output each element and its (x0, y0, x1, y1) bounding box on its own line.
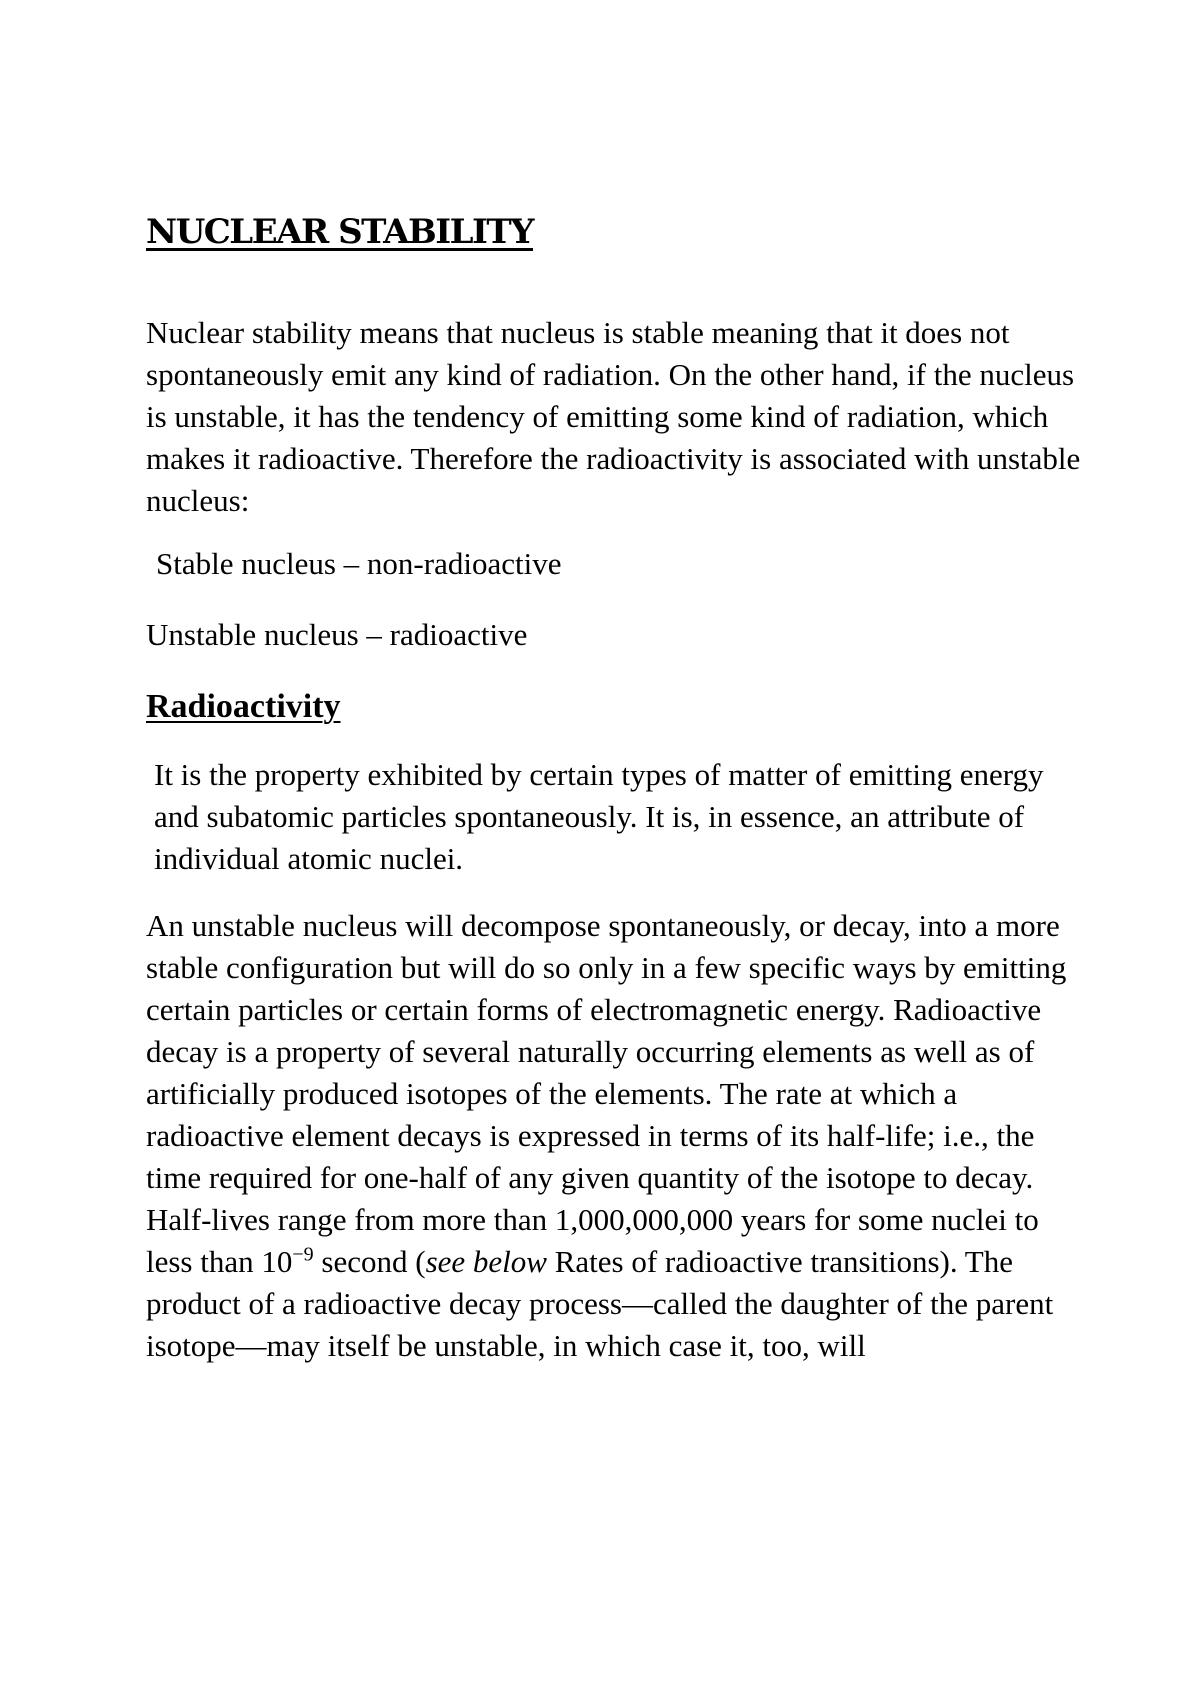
unstable-nucleus-line: Unstable nucleus – radioactive (146, 617, 528, 652)
decay-text-part-2: second ( (313, 1244, 426, 1279)
decay-text-part-1: An unstable nucleus will decompose spontaneously, or decay, into a more stable configuration but will do so only in a few specific ways by emitting certain particles or certain forms of electromagnetic energy. Radioactive decay is a property of several naturally occurring elements as well as of artificially produced isotopes of the elements. The rate at which a radioactive element decays is expressed in terms of its half-life; i.e., the time required for one-half of any given quantity of the isotope to decay. Half-lives range from more than 1,000,000,000 years for some nuclei to less than 10 (146, 908, 1067, 1279)
section-heading-radioactivity: Radioactivity (146, 688, 341, 725)
radioactive-decay-paragraph (146, 905, 1086, 1367)
see-below-italic: see below (425, 1244, 547, 1279)
document-title: NUCLEAR STABILITY (146, 212, 533, 252)
stable-nucleus-line: Stable nucleus – non-radioactive (156, 546, 562, 581)
document-page (146, 210, 1086, 1367)
exponent-superscript: −9 (292, 1243, 314, 1266)
intro-paragraph: Nuclear stability means that nucleus is stable meaning that it does not spontaneously emit any kind of radiation. On the other hand, if the nucleus is unstable, it has the tendency of emitting some kind of radiation, which makes it radioactive. Therefore the radioactivity is associated with unstable nucleus: (146, 315, 1081, 518)
decay-text-part-3: Rates of radioactive transitions). The product of a radioactive decay process—called the daughter of the parent isotope—may itself be unstable, in which case it, too, will (146, 1244, 1054, 1363)
radioactivity-definition-paragraph: It is the property exhibited by certain types of matter of emitting energy and subatomic particles spontaneously. It is, in essence, an attribute of individual atomic nuclei. (154, 757, 1044, 876)
